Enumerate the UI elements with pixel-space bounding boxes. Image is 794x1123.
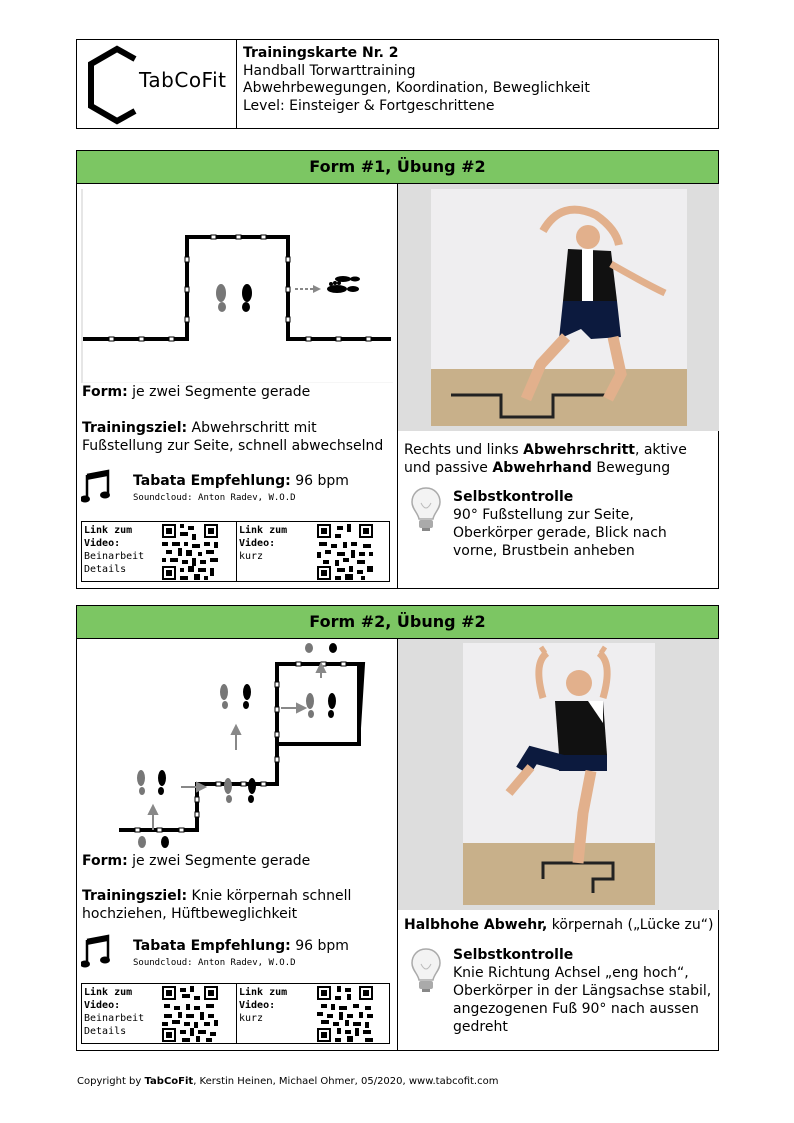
form-text-2 [82,852,394,870]
footer-brand: TabCoFit [144,1076,194,1087]
video-links-1 [81,521,390,582]
logo-text: TabCoFit [139,68,227,92]
lightbulb-icon [409,485,443,533]
exercise-card-1 [76,150,719,589]
link-line: Link zum [84,987,133,998]
header-line-3: Level: Einsteiger & Fortgeschrittene [243,97,495,114]
training-goal-1 [82,419,394,455]
link-line: Details [84,1026,127,1037]
link-line: Video: [239,1000,276,1011]
copyright-footer [77,1076,498,1087]
form-value: je zwei Segmente gerade [127,853,311,869]
link-line: kurz [239,551,264,562]
form-label: Form: [82,384,128,400]
exercise-photo-1 [431,189,687,426]
link-line: kurz [239,1013,264,1024]
qr-code-icon[interactable] [317,524,373,580]
lightbulb-icon [409,946,443,994]
qr-code-icon[interactable] [162,986,218,1042]
link-line: Beinarbeit [84,1013,145,1024]
music-note-icon [81,934,111,970]
tabata-title [133,473,349,489]
desc-part: , aktive und passive [404,442,687,476]
link-line: Video: [84,538,121,549]
goal-label: Trainingsziel: [82,888,188,904]
desc-part: Halbhohe Abwehr, [404,917,548,933]
video-link-details[interactable] [82,984,236,1043]
tabata-recommendation-1 [81,469,381,509]
card-2-title: Form #2, Übung #2 [77,606,718,639]
goal-label: Trainingsziel: [82,420,188,436]
tabata-bpm: 96 bpm [290,473,349,489]
music-note-icon [81,469,111,505]
video-link-short[interactable] [236,984,391,1043]
form-text-1 [82,383,394,401]
self-check-title: Selbstkontrolle [453,489,574,505]
desc-part: Abwehrhand [492,460,592,476]
goal-value: Abwehrschritt mit Fußstellung zur Seite, schnell abwechselnd [82,420,384,454]
tabata-bpm: 96 bpm [290,938,349,954]
soundcloud-credit: Soundcloud: Anton Radev, W.O.D [133,493,296,503]
footwork-diagram-2 [81,642,393,854]
self-check-title: Selbstkontrolle [453,947,574,963]
video-link-details-text [84,524,144,576]
self-check-text: Knie Richtung Achsel „eng hoch“, Oberkörper in der Längsachse stabil, angezogenen Fuß 90° nach aussen gedreht [453,965,712,1035]
exercise-description-1 [404,441,714,477]
video-link-details[interactable] [82,522,236,581]
link-line: Link zum [239,987,288,998]
qr-code-icon[interactable] [317,986,373,1042]
header-box [76,39,719,129]
footer-text: , Kerstin Heinen, Michael Ohmer, 05/2020, www.tabcofit.com [193,1076,499,1087]
footer-text: Copyright by [77,1076,145,1087]
header-info [243,45,590,115]
footwork-diagram-1 [81,187,393,383]
soundcloud-credit: Soundcloud: Anton Radev, W.O.D [133,958,296,968]
link-line: Link zum [239,525,288,536]
link-line: Beinarbeit [84,551,145,562]
tabata-title [133,938,349,954]
link-line: Video: [84,1000,121,1011]
desc-part: Rechts und links [404,442,524,458]
link-line: Video: [239,538,276,549]
video-link-short-text [239,524,287,563]
training-goal-2 [82,887,394,923]
logo [77,40,237,128]
link-line: Link zum [84,525,133,536]
exercise-description-2 [404,916,716,934]
video-link-short-text [239,986,287,1025]
footprint-icon [216,284,252,312]
card-1-title: Form #1, Übung #2 [77,151,718,184]
goal-value: Knie körpernah schnell hochziehen, Hüftbeweglichkeit [82,888,352,922]
desc-part: Abwehrschritt [523,442,635,458]
tabata-label: Tabata Empfehlung: [133,473,291,489]
header-line-2: Abwehrbewegungen, Koordination, Beweglichkeit [243,80,590,96]
exercise-photo-2 [463,643,655,905]
video-link-details-text [84,986,144,1038]
desc-part: Bewegung [591,460,671,476]
form-value: je zwei Segmente gerade [127,384,311,400]
form-label: Form: [82,853,128,869]
exercise-card-2 [76,605,719,1051]
self-check-text: 90° Fußstellung zur Seite, Oberkörper gerade, Blick nach vorne, Brustbein anheben [453,507,667,559]
desc-part: körpernah („Lücke zu“) [547,917,714,933]
card-title: Trainingskarte Nr. 2 [243,45,399,61]
link-line: Details [84,564,127,575]
video-links-2 [81,983,390,1044]
header-line-1: Handball Torwarttraining [243,62,416,79]
qr-code-icon[interactable] [162,524,218,580]
self-check-1 [453,488,713,560]
video-link-short[interactable] [236,522,391,581]
self-check-2 [453,946,713,1036]
tabata-recommendation-2 [81,934,381,974]
tabata-label: Tabata Empfehlung: [133,938,291,954]
